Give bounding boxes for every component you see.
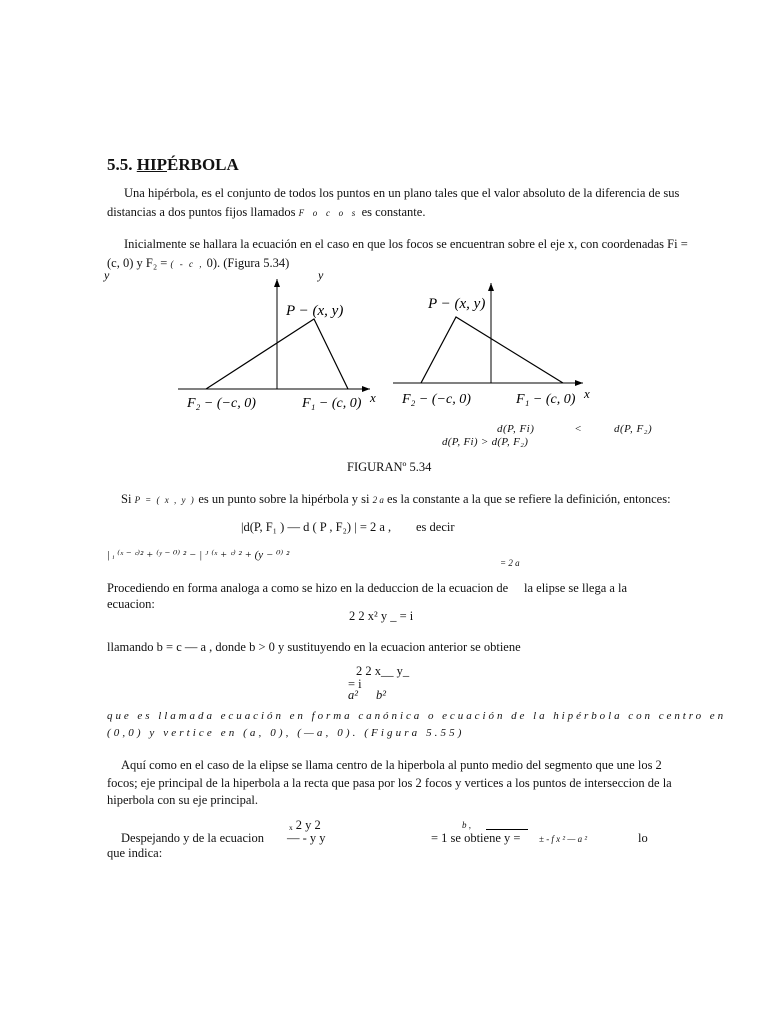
cond2: d(P, Fi) > d(P, F₂) <box>442 436 529 448</box>
cond1-op: < <box>575 423 582 435</box>
eq2-rhs: = 2 a <box>500 558 520 568</box>
para2-line2-a: (c, 0) y F₂ = <box>107 256 168 270</box>
section-heading <box>107 155 239 175</box>
right-y-arrow <box>488 283 494 291</box>
left-f2-label: F₂ − (−c, 0) <box>187 396 256 411</box>
right-f2-label: F₂ − (−c, 0) <box>402 392 471 407</box>
eq3-mid: = i <box>348 677 362 691</box>
para3-mid: es un punto sobre la hipérbola y si <box>198 492 370 506</box>
eq1-lhs: |d(P, F₁ ) — d ( P , F₂) | = 2 a , <box>241 520 392 534</box>
left-p-label: P − (x, y) <box>286 303 344 319</box>
left-x-label: x <box>370 390 376 405</box>
eq3-top: 2 2 x__ y_ <box>356 664 410 678</box>
para1-line2 <box>107 205 425 220</box>
para3-p-eq: P = ( x , y ) <box>134 495 196 505</box>
para1-line2-a: distancias a dos puntos fijos llamados <box>107 205 296 219</box>
para7-sqrt-bar <box>486 829 528 830</box>
para2-line1: Inicialmente se hallara la ecuación en el caso en que los focos se encuentran sobre el eje x, con coordenadas Fi = <box>124 237 688 251</box>
para3-line <box>121 492 671 507</box>
right-f1-label: F₁ − (c, 0) <box>516 392 576 407</box>
para3-si: Si <box>121 492 132 506</box>
right-focal-lines <box>421 317 563 383</box>
para4-line1-a: Procediendo en forma analoga a como se hizo en la deduccion de la ecuacion de <box>107 581 509 595</box>
section-number: 5.5. <box>107 155 133 174</box>
right-x-label: x <box>584 386 590 401</box>
cond1-right: d(P, F₂) <box>614 423 653 435</box>
section-title-rest: ÉRBOLA <box>166 155 239 174</box>
para4-eq: 2 2 x² y _ = i <box>349 609 414 623</box>
figure-caption: FIGURANº 5.34 <box>347 460 432 474</box>
para4-line1-b: la elipse se llega a la <box>524 581 628 595</box>
canonical-line2: (0,0) y vertice en (a, 0), (—a, 0). (Figura 5.55) <box>107 727 465 739</box>
eq2-row: | ᵢ ⁽ˣ ⁻ ᶜ⁾² + ⁽ʸ ⁻ ⁰⁾ ² − | ᴶ ⁽ˣ + ᶜ⁾ ² + (y − ⁰⁾ ² <box>107 549 290 561</box>
para5-line: llamando b = c — a , donde b > 0 y sustituyendo en la ecuacion anterior se obtiene <box>107 640 521 654</box>
para7-frac-top: ₓ 2 y 2 <box>289 818 321 832</box>
figure-right <box>393 283 590 407</box>
focos-term: F o c o s <box>298 208 359 218</box>
para7-result: ± - f x ² — a ² <box>539 834 588 844</box>
eq1-es-decir: es decir <box>416 520 455 534</box>
right-x-arrow <box>575 380 583 386</box>
figure-left <box>178 279 376 411</box>
para7-mid: = 1 se obtiene y = <box>431 831 521 845</box>
hyperbola-figures <box>0 265 768 425</box>
para6-line2: focos; eje principal de la hiperbola a la recta que pasa por los 2 focos y vertices a los puntos de interseccion de la <box>107 776 672 790</box>
para7-b-small: b , <box>462 820 471 830</box>
left-f1-label: F₁ − (c, 0) <box>302 396 362 411</box>
para7-despejando: Despejando y de la ecuacion <box>121 831 264 845</box>
para7-line2: que indica: <box>107 846 163 860</box>
canonical-line1: que es llamada ecuación en forma canónica o ecuación de la hipérbola con centro en <box>107 710 727 722</box>
cond1-left: d(P, Fi) <box>497 423 535 435</box>
para3-two-a: 2 a <box>372 495 384 505</box>
eq3-bot-b: b² <box>376 688 386 702</box>
y-label-mid: y <box>318 268 324 282</box>
right-p-label: P − (x, y) <box>428 296 486 312</box>
para7-frac-bot: — - y y <box>287 831 326 845</box>
para2-line2-b: ( - c , <box>170 259 204 269</box>
para4-line2: ecuacion: <box>107 597 155 611</box>
left-y-arrow <box>274 279 280 287</box>
para6-line1: Aquí como en el caso de la elipse se llama centro de la hiperbola al punto medio del segmento que une los 2 <box>121 758 662 772</box>
eq3-bot-a: a² <box>348 688 358 702</box>
para1-line2-b: es constante. <box>361 205 426 219</box>
para2-line2-c: 0). (Figura 5.34) <box>206 256 290 270</box>
y-label-left: y <box>104 268 110 282</box>
left-x-arrow <box>362 386 370 392</box>
para3-end: es la constante a la que se refiere la definición, entonces: <box>387 492 671 506</box>
para1-line1: Una hipérbola, es el conjunto de todos los puntos en un plano tales que el valor absoluto de la diferencia de sus <box>124 186 680 200</box>
para6-line3: hiperbola con su eje principal. <box>107 793 258 807</box>
para7-lo: lo <box>638 831 648 845</box>
section-title-underlined: HIP <box>136 155 167 174</box>
